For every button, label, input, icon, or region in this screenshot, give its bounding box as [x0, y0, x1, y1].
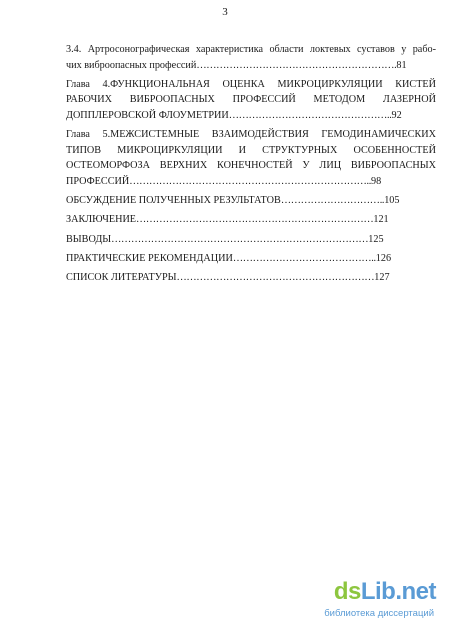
toc-entry-line: Глава 4.ФУНКЦИОНАЛЬНАЯ ОЦЕНКА МИКРОЦИРКУЛЯЦИИ КИСТЕЙ — [66, 78, 436, 90]
toc-entry-last-line — [66, 58, 436, 74]
toc-page-number: 126 — [375, 252, 392, 264]
toc-leader-dots: ………………………….. — [280, 195, 385, 207]
toc-page-number: 92 — [391, 109, 402, 121]
toc-page-number: 127 — [374, 271, 390, 283]
toc-page-number: 121 — [373, 214, 389, 226]
toc-leader-dots: ……………………………………………………………… — [136, 214, 374, 226]
toc-entry-line: ТИПОВ МИКРОЦИРКУЛЯЦИИ И СТРУКТУРНЫХ ОСОБЕННОСТЕЙ — [66, 144, 436, 156]
toc-leader-dots: ………………………………………….. — [228, 109, 392, 121]
toc-page-number: 125 — [368, 233, 384, 245]
watermark-logo — [306, 578, 436, 624]
page-number: 3 — [222, 6, 228, 18]
toc-entry-last-line — [66, 270, 436, 286]
toc-entry-title: ДОППЛЕРОВСКОЙ ФЛОУМЕТРИИ — [66, 109, 229, 121]
toc-entry-last-line — [66, 232, 436, 248]
toc-entry — [66, 77, 436, 124]
watermark-logo-part1: ds — [333, 578, 361, 605]
toc-leader-dots: …………………………………………………… — [176, 271, 375, 283]
watermark-subtitle: библиотека диссертаций — [324, 608, 434, 619]
toc-entry-line: 3.4. Артросонографическая характеристика области локтевых суставов у рабо- — [66, 44, 436, 55]
toc-entry-title: чих виброопасных профессий — [66, 59, 197, 71]
toc-entry — [66, 232, 436, 248]
toc-entry-line: ОСТЕОМОРФОЗА ВЕРХНИХ КОНЕЧНОСТЕЙ У ЛИЦ ВИБРООПАСНЫХ — [66, 160, 436, 172]
toc-entry-title: ПРОФЕССИЙ — [66, 175, 130, 187]
toc-entry-title: ПРАКТИЧЕСКИЕ РЕКОМЕНДАЦИИ — [66, 252, 233, 264]
toc-leader-dots: ……………………………………………………………….. — [129, 175, 372, 187]
toc-entry — [66, 251, 436, 267]
toc-entry-last-line — [66, 193, 436, 209]
toc-entry-title: ОБСУЖДЕНИЕ ПОЛУЧЕННЫХ РЕЗУЛЬТАТОВ — [66, 195, 281, 207]
toc-entry — [66, 270, 436, 286]
toc-page-number: 98 — [371, 175, 382, 187]
toc-entry — [66, 193, 436, 209]
toc-entry-line: РАБОЧИХ ВИБРООПАСНЫХ ПРОФЕССИЙ МЕТОДОМ ЛАЗЕРНОЙ — [66, 94, 436, 106]
toc-entry-title: ЗАКЛЮЧЕНИЕ — [66, 214, 137, 226]
table-of-contents — [66, 42, 436, 289]
toc-leader-dots: ……………………………………………………. — [196, 59, 397, 71]
toc-entry-line: Глава 5.МЕЖСИСТЕМНЫЕ ВЗАИМОДЕЙСТВИЯ ГЕМОДИНАМИЧЕСКИХ — [66, 129, 436, 141]
toc-entry — [66, 42, 436, 73]
toc-entry — [66, 127, 436, 189]
toc-leader-dots: …………………………………………………………………… — [111, 233, 369, 245]
watermark-logo-part2: Lib.net — [360, 578, 436, 605]
toc-entry-last-line — [66, 174, 436, 190]
toc-entry-title: ВЫВОДЫ — [66, 233, 112, 245]
toc-page-number: 105 — [384, 195, 400, 207]
toc-entry-last-line — [66, 251, 436, 267]
watermark-logo-text — [334, 578, 436, 606]
toc-entry-title: СПИСОК ЛИТЕРАТУРЫ — [66, 271, 177, 283]
toc-entry-last-line — [66, 212, 436, 228]
toc-leader-dots: …………………………………….. — [232, 252, 376, 264]
toc-entry — [66, 212, 436, 228]
toc-entry-last-line — [66, 108, 436, 124]
toc-page-number: 81 — [396, 59, 407, 71]
